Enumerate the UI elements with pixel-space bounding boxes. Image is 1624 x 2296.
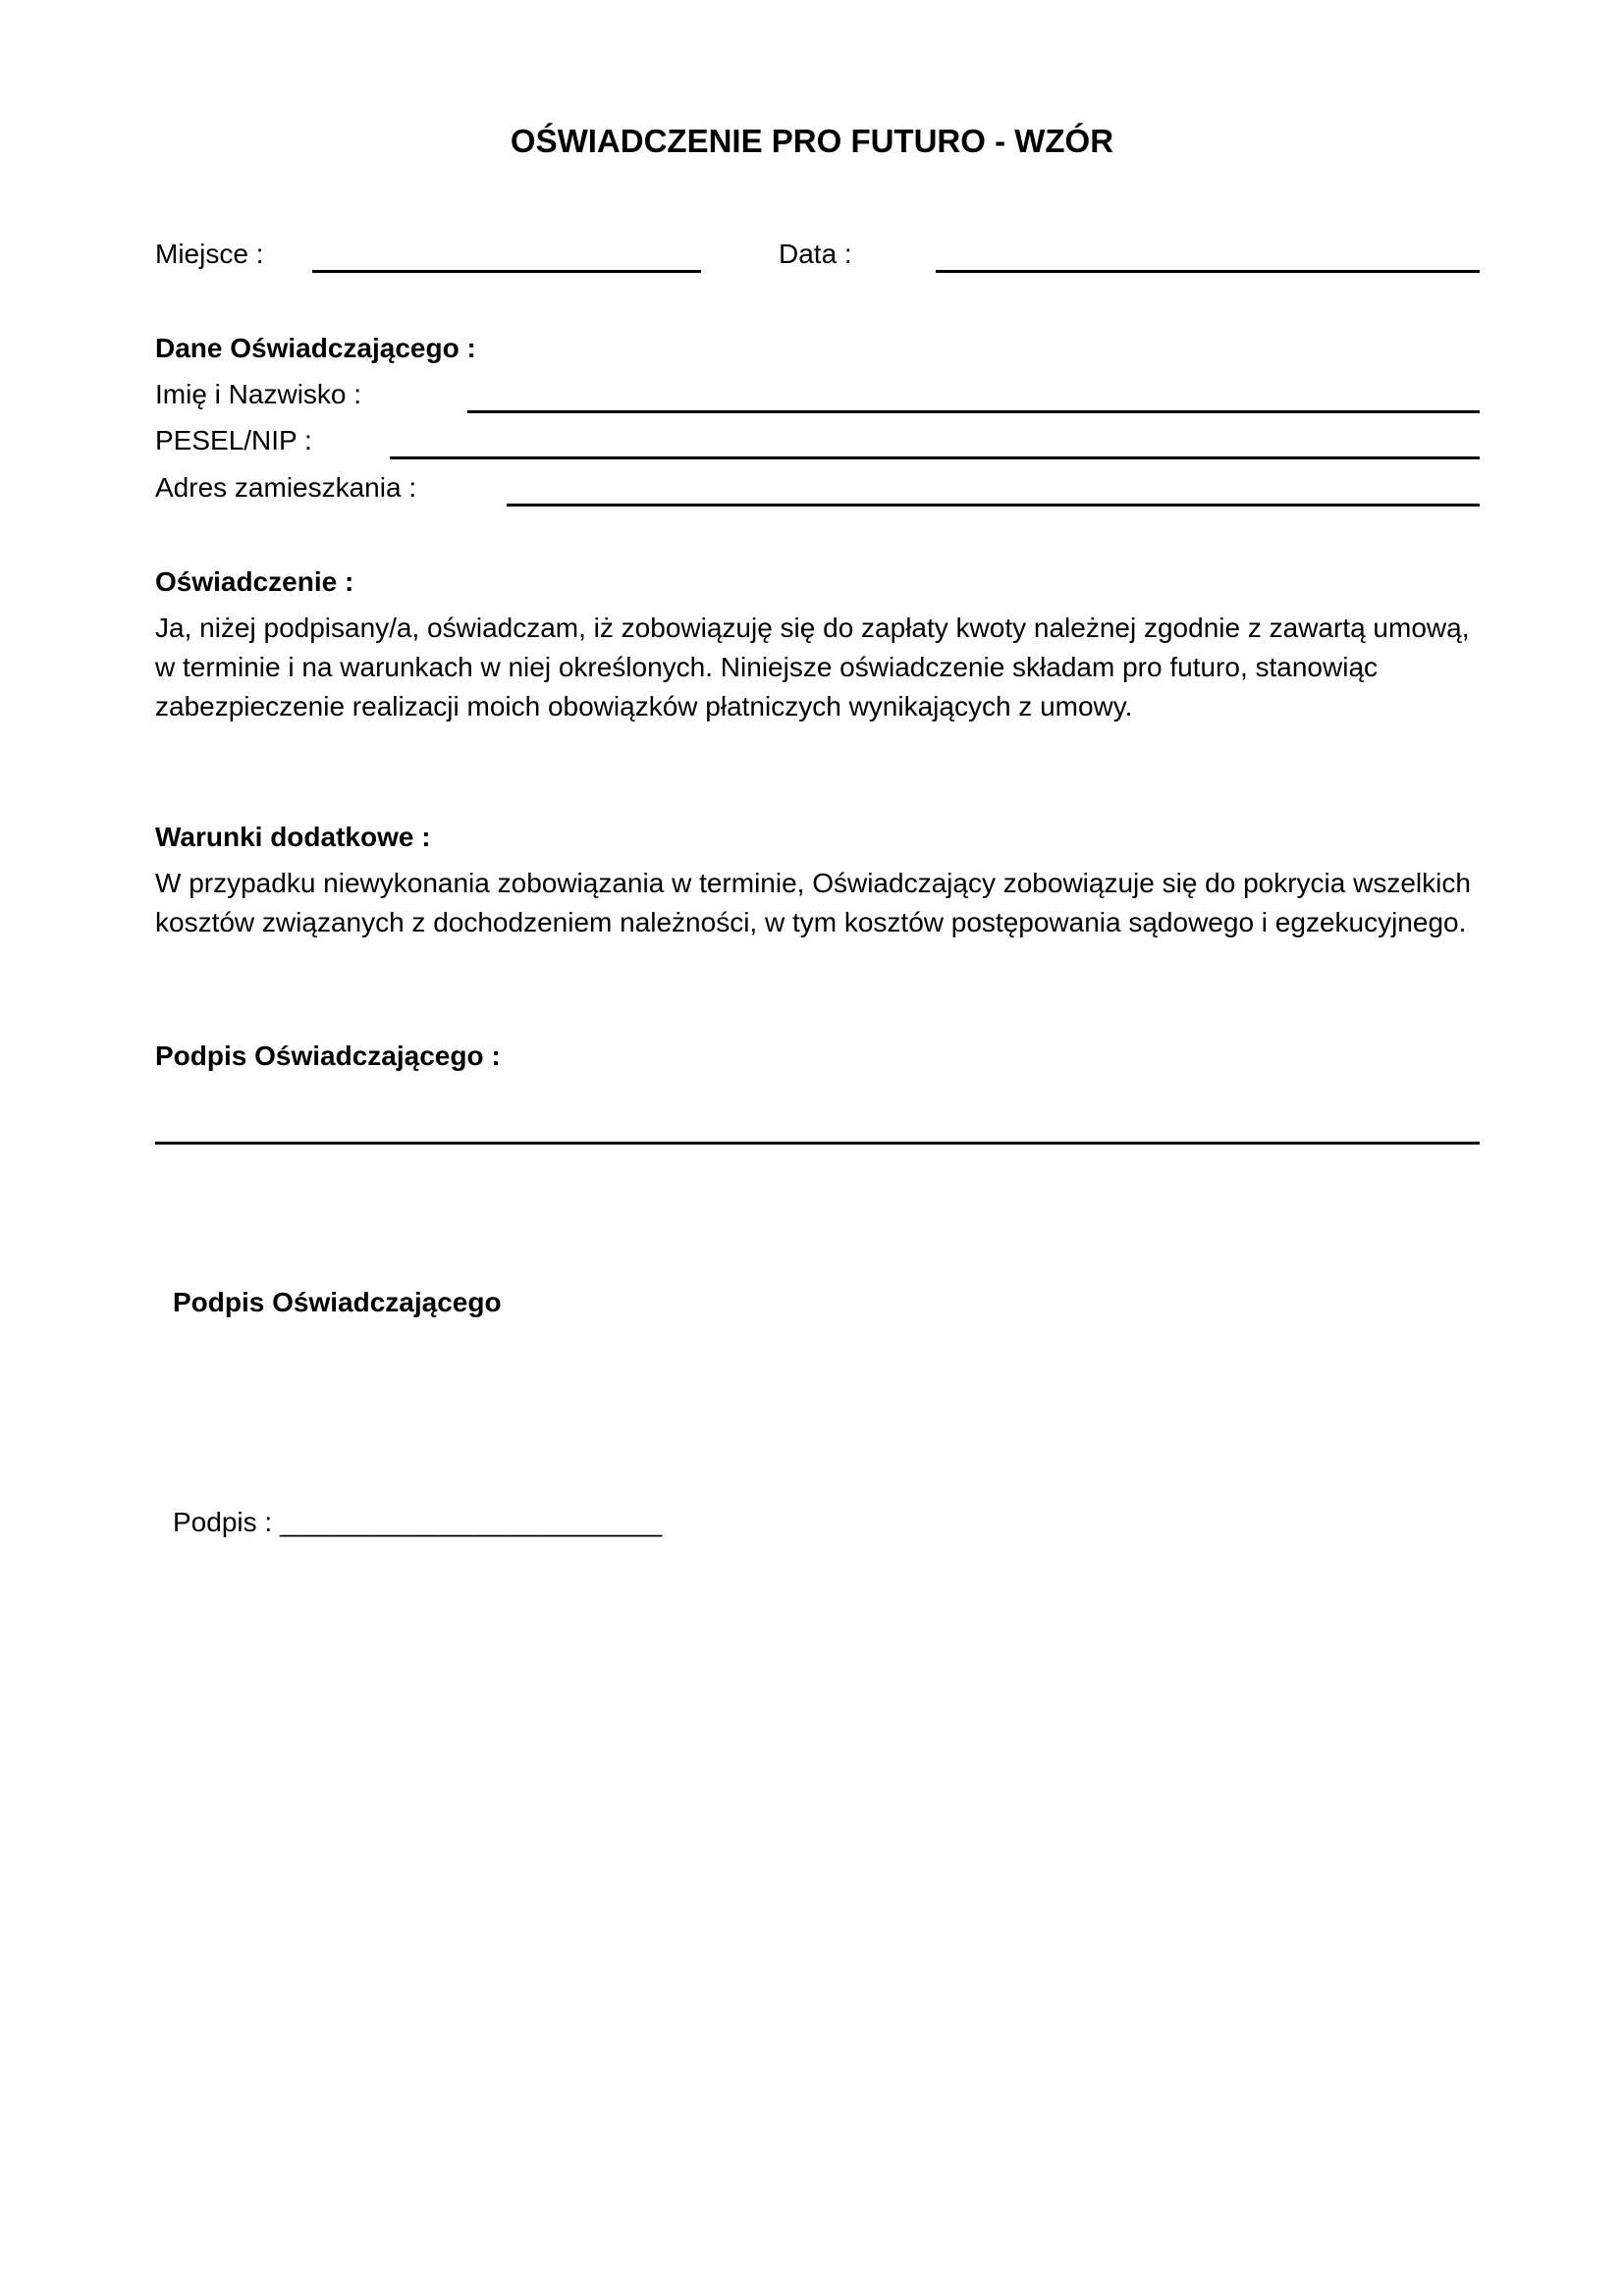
place-label: Miejsce : [155, 239, 264, 269]
date-field-line[interactable] [936, 270, 1480, 273]
statement-heading: Oświadczenie : [155, 566, 354, 597]
address-field-line[interactable] [507, 504, 1480, 507]
signature-heading: Podpis Oświadczającego : [155, 1041, 501, 1071]
document-title: OŚWIADCZENIE PRO FUTURO - WZÓR [510, 123, 1114, 159]
conditions-heading: Warunki dodatkowe : [155, 822, 431, 852]
statement-paragraph [155, 609, 1469, 726]
sign-field[interactable]: Podpis : _________________________ [173, 1507, 663, 1537]
conditions-paragraph [155, 864, 1471, 942]
name-label: Imię i Nazwisko : [155, 379, 362, 409]
declarant-heading: Dane Oświadczającego : [155, 333, 476, 363]
statement-line: w terminie i na warunkach w niej określonych. Niniejsze oświadczenie składam pro futuro, stanowiąc [155, 652, 1379, 682]
statement-line: zabezpieczenie realizacji moich obowiązków płatniczych wynikających z umowy. [155, 691, 1133, 721]
conditions-line: kosztów związanych z dochodzeniem należności, w tym kosztów postępowania sądowego i egzekucyjnego. [155, 907, 1467, 937]
signature-block-heading: Podpis Oświadczającego [173, 1287, 502, 1317]
statement-line: Ja, niżej podpisany/a, oświadczam, iż zobowiązuję się do zapłaty kwoty należnej zgodnie z zawartą umową, [155, 613, 1470, 643]
address-label: Adres zamieszkania : [155, 472, 417, 503]
name-field-line[interactable] [467, 410, 1480, 413]
place-field-line[interactable] [312, 270, 701, 273]
conditions-line: W przypadku niewykonania zobowiązania w terminie, Oświadczający zobowiązuje się do pokrycia wszelkich [155, 868, 1471, 898]
pesel-field-line[interactable] [390, 456, 1480, 459]
signature-field-line[interactable] [155, 1142, 1480, 1145]
pesel-label: PESEL/NIP : [155, 425, 312, 455]
date-label: Data : [779, 239, 852, 269]
